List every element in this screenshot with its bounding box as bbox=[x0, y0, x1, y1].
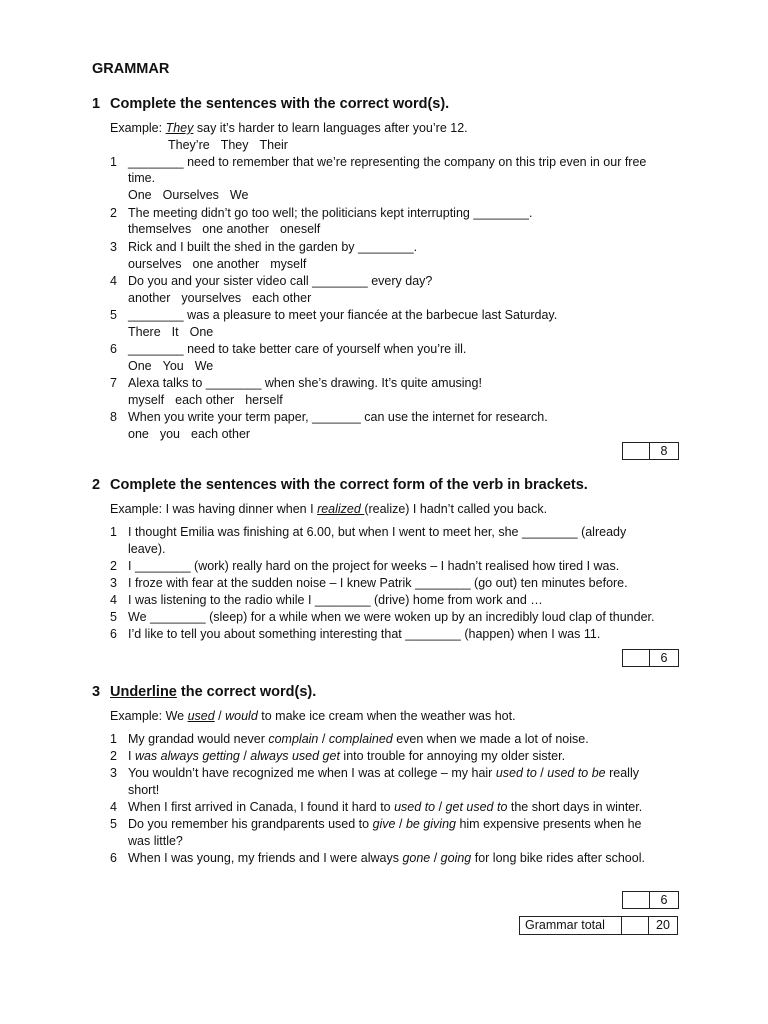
question-number: 3 bbox=[110, 576, 117, 590]
question-number: 5 bbox=[110, 610, 117, 624]
text: into trouble for annoying my older sister. bbox=[339, 749, 566, 763]
question-text bbox=[128, 799, 642, 815]
answer-options bbox=[128, 426, 261, 442]
answer-option[interactable]: another bbox=[128, 291, 171, 305]
answer-options bbox=[128, 290, 322, 306]
score-blank[interactable] bbox=[623, 650, 650, 666]
text: Do you remember his grandparents used to bbox=[128, 817, 373, 831]
answer-option[interactable]: There bbox=[128, 325, 161, 339]
answer-option[interactable]: You bbox=[162, 359, 184, 373]
question-text: I’d like to tell you about something interesting that ________ (happen) when I was 11. bbox=[128, 627, 601, 641]
text: When I first arrived in Canada, I found it hard to bbox=[128, 800, 395, 814]
question-number: 4 bbox=[110, 593, 117, 607]
question-number: 1 bbox=[110, 155, 117, 169]
question-number: 5 bbox=[110, 308, 117, 322]
example-options: They’re They Their bbox=[168, 138, 288, 152]
choice-separator: / bbox=[395, 817, 406, 831]
answer-option[interactable]: each other bbox=[252, 291, 312, 305]
question-text-cont: leave). bbox=[128, 542, 166, 556]
answer-option[interactable]: One bbox=[128, 359, 152, 373]
answer-option[interactable]: One bbox=[128, 188, 152, 202]
choice-separator: / bbox=[430, 851, 441, 865]
question-number: 2 bbox=[110, 749, 117, 763]
answer-option[interactable]: One bbox=[189, 325, 214, 339]
question-number: 2 bbox=[110, 206, 117, 220]
score-max: 6 bbox=[660, 651, 668, 665]
choice-a[interactable]: was always getting bbox=[134, 749, 240, 763]
question-text: I froze with fear at the sudden noise – I knew Patrik ________ (go out) ten minutes before. bbox=[128, 576, 628, 590]
question-number: 4 bbox=[110, 800, 117, 814]
choice-a[interactable]: used to bbox=[394, 800, 436, 814]
question-number: 1 bbox=[110, 525, 117, 539]
question-number: 1 bbox=[110, 732, 117, 746]
question-text-cont: was little? bbox=[128, 834, 183, 848]
section-number: 1 bbox=[92, 96, 101, 112]
answer-options bbox=[128, 358, 224, 374]
answer-option[interactable]: themselves bbox=[128, 222, 192, 236]
choice-a[interactable]: gone bbox=[402, 851, 431, 865]
answer-options bbox=[128, 221, 331, 237]
question-text bbox=[128, 816, 642, 832]
question-text: When you write your term paper, _______ can use the internet for research. bbox=[128, 410, 548, 424]
answer-options bbox=[128, 256, 317, 272]
section-title: Complete the sentences with the correct form of the verb in brackets. bbox=[110, 477, 588, 493]
grammar-total-value: 20 bbox=[656, 918, 670, 932]
answer-option[interactable]: one bbox=[128, 427, 149, 441]
choice-b[interactable]: used to be bbox=[547, 766, 606, 780]
text: him expensive presents when he bbox=[455, 817, 642, 831]
choice-separator: / bbox=[239, 749, 251, 763]
answer-option[interactable]: myself bbox=[128, 393, 165, 407]
question-number: 6 bbox=[110, 851, 117, 865]
answer-options bbox=[128, 324, 224, 340]
example-sentence: Example: We used / would to make ice cream when the weather was hot. bbox=[110, 709, 516, 723]
answer-option[interactable]: We bbox=[194, 359, 214, 373]
question-text: Alexa talks to ________ when she’s drawing. It’s quite amusing! bbox=[128, 376, 482, 390]
text: You wouldn’t have recognized me when I was at college – my hair bbox=[128, 766, 496, 780]
question-text bbox=[128, 850, 645, 866]
text: My grandad would never bbox=[128, 732, 269, 746]
answer-option[interactable]: one another bbox=[202, 222, 269, 236]
score-blank[interactable] bbox=[623, 892, 650, 908]
choice-a[interactable]: give bbox=[372, 817, 396, 831]
section-number: 2 bbox=[92, 477, 101, 493]
question-text bbox=[128, 765, 639, 781]
question-text: The meeting didn’t go too well; the politicians kept interrupting ________. bbox=[128, 206, 533, 220]
page-title: GRAMMAR bbox=[92, 61, 170, 77]
question-text-cont: short! bbox=[128, 783, 160, 797]
question-text: ________ need to remember that we’re representing the company on this trip even in our free bbox=[128, 155, 647, 169]
example-answer: realized bbox=[317, 502, 365, 516]
choice-separator: / bbox=[435, 800, 446, 814]
question-text: I was listening to the radio while I ________ (drive) home from work and … bbox=[128, 593, 543, 607]
answer-option[interactable]: We bbox=[229, 188, 249, 202]
question-number: 2 bbox=[110, 559, 117, 573]
answer-option[interactable]: each other bbox=[191, 427, 251, 441]
question-text: ________ was a pleasure to meet your fiancée at the barbecue last Saturday. bbox=[128, 308, 558, 322]
answer-option[interactable]: myself bbox=[270, 257, 307, 271]
answer-option[interactable]: each other bbox=[175, 393, 235, 407]
score-max: 6 bbox=[660, 893, 668, 907]
example-sentence: Example: I was having dinner when I realized (realize) I hadn’t called you back. bbox=[110, 502, 548, 516]
choice-b[interactable]: going bbox=[440, 851, 472, 865]
choice-b[interactable]: complained bbox=[328, 732, 393, 746]
question-text: I thought Emilia was finishing at 6.00, but when I went to meet her, she ________ (already bbox=[128, 525, 627, 539]
total-blank[interactable] bbox=[622, 917, 649, 934]
score-max: 8 bbox=[660, 444, 668, 458]
answer-option[interactable]: oneself bbox=[279, 222, 321, 236]
example-sentence: Example: They say it’s harder to learn languages after you’re 12. bbox=[110, 121, 468, 135]
text: even when we made a lot of noise. bbox=[392, 732, 589, 746]
answer-options bbox=[128, 187, 259, 203]
choice-b[interactable]: be giving bbox=[405, 817, 456, 831]
answer-option[interactable]: you bbox=[159, 427, 181, 441]
answer-option[interactable]: It bbox=[171, 325, 179, 339]
text: for long bike rides after school. bbox=[471, 851, 645, 865]
section-title: Underline the correct word(s). bbox=[110, 684, 317, 700]
example-answer: They bbox=[165, 121, 194, 135]
question-number: 8 bbox=[110, 410, 117, 424]
question-number: 3 bbox=[110, 766, 117, 780]
section-number: 3 bbox=[92, 684, 101, 700]
answer-option[interactable]: yourselves bbox=[181, 291, 242, 305]
grammar-total-box bbox=[519, 916, 678, 935]
choice-a[interactable]: used to bbox=[495, 766, 537, 780]
question-text: Rick and I built the shed in the garden by ________. bbox=[128, 240, 418, 254]
score-box-section-2 bbox=[622, 649, 679, 667]
answer-option[interactable]: ourselves bbox=[128, 257, 182, 271]
question-text: ________ need to take better care of yourself when you’re ill. bbox=[128, 342, 467, 356]
question-text bbox=[128, 748, 565, 764]
score-box-section-3 bbox=[622, 891, 679, 909]
choice-a[interactable]: complain bbox=[268, 732, 319, 746]
choice-separator: / bbox=[536, 766, 548, 780]
question-number: 6 bbox=[110, 342, 117, 356]
choice-b[interactable]: always used get bbox=[250, 749, 340, 763]
question-text-cont: time. bbox=[128, 171, 156, 185]
question-number: 6 bbox=[110, 627, 117, 641]
example-answer: used bbox=[187, 709, 215, 723]
question-number: 7 bbox=[110, 376, 117, 390]
answer-option[interactable]: Ourselves bbox=[162, 188, 219, 202]
choice-b[interactable]: get used to bbox=[445, 800, 508, 814]
question-text: I ________ (work) really hard on the project for weeks – I hadn’t realised how tired I was. bbox=[128, 559, 620, 573]
question-text bbox=[128, 731, 589, 747]
grammar-total-label: Grammar total bbox=[520, 917, 622, 934]
score-blank[interactable] bbox=[623, 443, 650, 459]
section-title: Complete the sentences with the correct word(s). bbox=[110, 96, 450, 112]
answer-option[interactable]: herself bbox=[245, 393, 283, 407]
answer-options bbox=[128, 392, 294, 408]
score-box-section-1 bbox=[622, 442, 679, 460]
question-number: 3 bbox=[110, 240, 117, 254]
question-number: 5 bbox=[110, 817, 117, 831]
question-text: We ________ (sleep) for a while when we were woken up by an incredibly loud clap of thunder. bbox=[128, 610, 655, 624]
text: I bbox=[128, 749, 135, 763]
text: When I was young, my friends and I were always bbox=[128, 851, 403, 865]
question-text: Do you and your sister video call ________ every day? bbox=[128, 274, 433, 288]
question-number: 4 bbox=[110, 274, 117, 288]
text: really bbox=[605, 766, 639, 780]
text: the short days in winter. bbox=[507, 800, 643, 814]
choice-separator: / bbox=[318, 732, 329, 746]
answer-option[interactable]: one another bbox=[192, 257, 260, 271]
